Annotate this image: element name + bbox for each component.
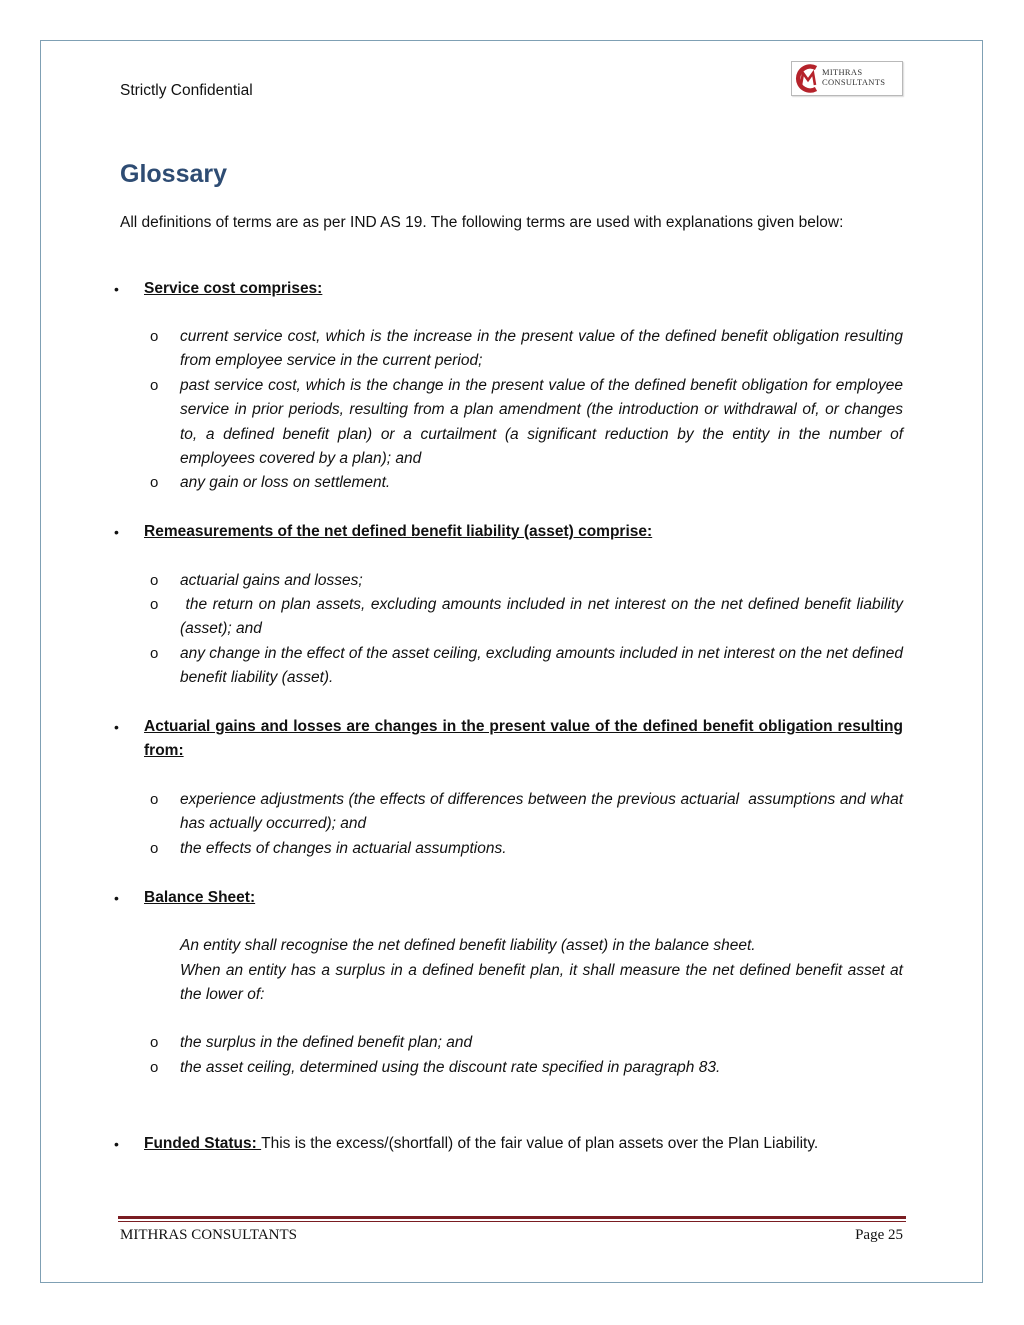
section-heading bbox=[144, 520, 903, 544]
list-item: the return on plan assets, excluding amounts included in net interest on the net defined benefit liability (asset); and bbox=[180, 596, 908, 638]
sub-marker: o bbox=[150, 377, 159, 394]
footer-company: MITHRAS CONSULTANTS bbox=[120, 1227, 298, 1243]
bullet-marker: • bbox=[114, 1136, 119, 1152]
bullet-marker: • bbox=[114, 524, 119, 540]
sub-marker: o bbox=[150, 474, 159, 491]
list-item: the asset ceiling, determined using the discount rate specified in paragraph 83. bbox=[180, 1059, 721, 1076]
section-heading bbox=[144, 277, 903, 301]
company-logo bbox=[791, 61, 903, 96]
sub-marker: o bbox=[150, 645, 159, 662]
bullet-marker: • bbox=[114, 719, 119, 735]
funded-status-text: This is the excess/(shortfall) of the fair value of plan assets over the Plan Liability. bbox=[261, 1135, 819, 1152]
list-item: any change in the effect of the asset ceiling, excluding amounts included in net interest on the net defined benefit liability (asset). bbox=[180, 645, 903, 687]
sub-marker: o bbox=[150, 791, 159, 808]
section-heading-text: Actuarial gains and losses are changes in the present value of the defined benefit obligation resulting from: bbox=[144, 718, 903, 760]
section-heading-text: Balance Sheet: bbox=[144, 889, 256, 906]
bullet-marker: • bbox=[114, 890, 119, 906]
list-item: past service cost, which is the change in the present value of the defined benefit obligation for employee service in prior periods, resulting from a plan amendment (the introduction or withdrawal of, or changes to, a defined benefit plan) or a curtailment (a significant reduction by the entity in the number of employees covered by a plan); and bbox=[180, 377, 903, 467]
list-item: any gain or loss on settlement. bbox=[180, 474, 391, 491]
footer-page-number: Page 25 bbox=[855, 1227, 903, 1243]
balance-sheet-paragraph-1: An entity shall recognise the net defined benefit liability (asset) in the balance sheet. bbox=[180, 937, 756, 954]
sub-marker: o bbox=[150, 328, 159, 345]
section-heading bbox=[144, 886, 903, 910]
list-item: the surplus in the defined benefit plan; and bbox=[180, 1034, 473, 1051]
sub-marker: o bbox=[150, 1034, 159, 1051]
logo-text bbox=[822, 67, 885, 87]
section-heading-text: Funded Status: bbox=[144, 1135, 262, 1152]
footer-rule-thick bbox=[118, 1216, 906, 1219]
section-heading bbox=[144, 715, 903, 764]
logo-line-2: CONSULTANTS bbox=[822, 77, 886, 87]
list-item: experience adjustments (the effects of differences between the previous actuarial assumptions and what has actually occurred); and bbox=[180, 791, 908, 833]
sub-marker: o bbox=[150, 840, 159, 857]
sub-marker: o bbox=[150, 596, 159, 613]
balance-sheet-paragraph-2: When an entity has a surplus in a defined benefit plan, it shall measure the net defined benefit asset at the lower of: bbox=[180, 962, 903, 1004]
sub-marker: o bbox=[150, 572, 159, 589]
section-heading-text: Remeasurements of the net defined benefit liability (asset) comprise: bbox=[144, 523, 653, 540]
intro-paragraph: All definitions of terms are as per IND AS 19. The following terms are used with explanations given below: bbox=[120, 214, 844, 231]
list-item: actuarial gains and losses; bbox=[180, 572, 363, 589]
header-confidential: Strictly Confidential bbox=[120, 82, 253, 99]
bullet-marker: • bbox=[114, 281, 119, 297]
list-item: the effects of changes in actuarial assumptions. bbox=[180, 840, 507, 857]
sub-marker: o bbox=[150, 1059, 159, 1076]
mithras-logo-icon bbox=[794, 64, 822, 93]
funded-status-line bbox=[144, 1132, 903, 1156]
page-title: Glossary bbox=[120, 160, 228, 188]
logo-line-1: MITHRAS bbox=[822, 67, 863, 77]
section-heading-text: Service cost comprises: bbox=[144, 280, 323, 297]
footer-rule-thin bbox=[118, 1221, 906, 1222]
list-item: current service cost, which is the increase in the present value of the defined benefit obligation resulting from employee service in the current period; bbox=[180, 328, 903, 370]
